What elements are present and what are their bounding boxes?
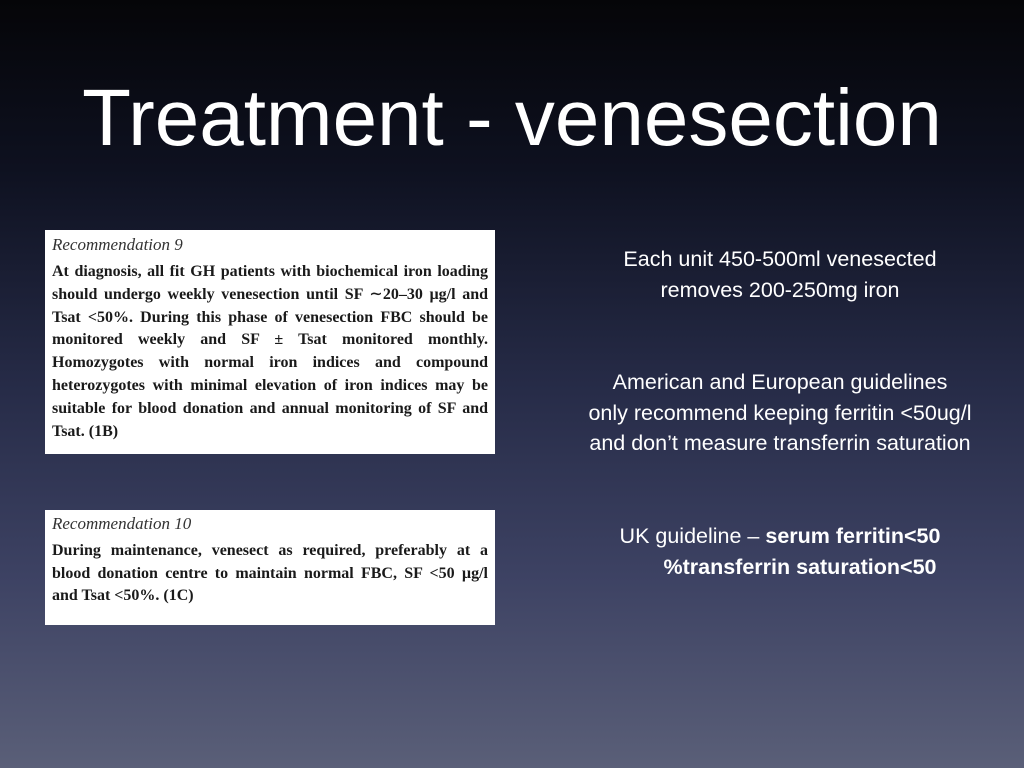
recommendation-9-heading: Recommendation 9 <box>52 235 183 254</box>
recommendation-9-box <box>45 230 495 454</box>
uk-guideline-prefix: UK guideline – <box>619 524 766 548</box>
guidelines-text <box>540 367 1020 459</box>
recommendation-10-box <box>45 510 495 625</box>
slide-title: Treatment - venesection <box>82 73 942 162</box>
guidelines-line-3: and don’t measure transferrin saturation <box>589 431 971 455</box>
uk-guideline-text <box>560 521 1000 582</box>
uk-guideline-ferritin: serum ferritin<50 <box>765 524 941 548</box>
uk-guideline-transferrin: %transferrin saturation<50 <box>663 554 937 579</box>
guidelines-line-1: American and European guidelines <box>612 370 948 394</box>
guidelines-line-2: only recommend keeping ferritin <50ug/l <box>588 400 972 425</box>
recommendation-10-heading: Recommendation 10 <box>52 514 192 533</box>
recommendation-9-body: At diagnosis, all fit GH patients with biochemical iron loading should undergo weekly venesection until SF ∼20–30 µg/l and Tsat <50%. During this phase of venesection FBC should be monitored weekly and SF ± Tsat monitored monthly. Homozygotes with normal iron indices and compound heterozygotes with minimal elevation of iron indices may be suitable for blood donation and annual monitoring of SF and Tsat. (1B) <box>52 263 488 440</box>
venesection-unit-text <box>560 244 1000 305</box>
uk-guideline-line-1 <box>560 521 1000 552</box>
recommendation-10-body: During maintenance, venesect as required, preferably at a blood donation centre to maintain normal FBC, SF <50 µg/l and Tsat <50%. (1C) <box>52 542 488 604</box>
venesection-unit-line-1: Each unit 450-500ml venesected <box>623 247 937 271</box>
venesection-unit-line-2: removes 200-250mg iron <box>660 277 900 302</box>
